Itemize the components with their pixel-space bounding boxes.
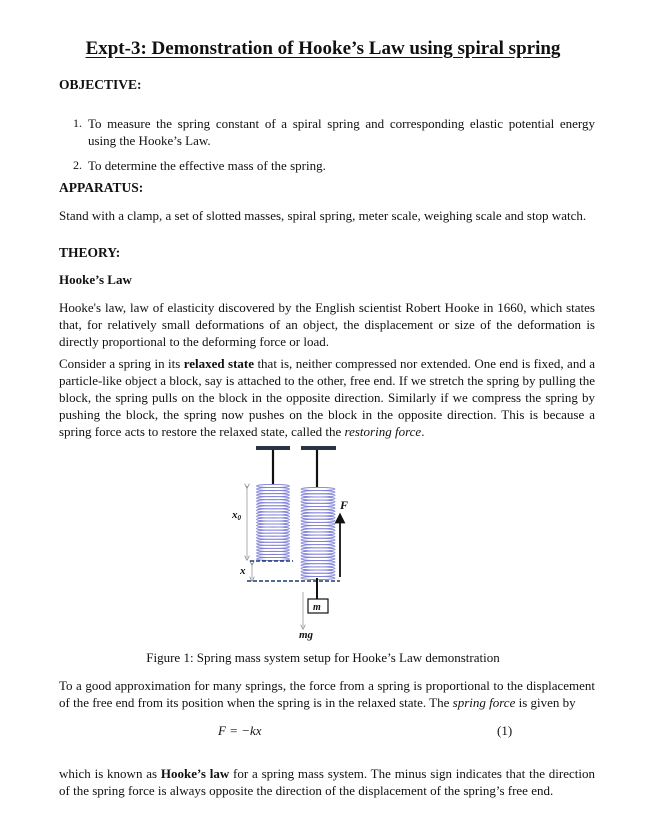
- spring-force-paragraph: [59, 677, 595, 711]
- left-clamp-stand: [256, 446, 290, 484]
- objective-item-2: [73, 157, 595, 174]
- left-spring: [257, 484, 290, 560]
- text-run: which is known as: [59, 766, 161, 781]
- right-clamp-stand: [301, 446, 336, 487]
- hookes-law-subheading: Hooke’s Law: [59, 272, 132, 287]
- italic-term-spring-force: spring force: [452, 695, 516, 710]
- list-number: 1.: [73, 116, 82, 130]
- italic-term-restoring-force: restoring force: [344, 424, 422, 439]
- text-run: for a spring mass system. The minus sign indicates that the direction of the spring force is always opposite the direction of the displacement of the spring’s free end.: [59, 766, 595, 798]
- label-F: F: [340, 498, 349, 512]
- objective-item-1: [73, 115, 595, 149]
- equation-number: (1): [497, 723, 513, 738]
- text-run: is given by: [515, 695, 576, 710]
- closing-paragraph: [59, 765, 595, 799]
- label-x0: x0: [232, 509, 241, 522]
- apparatus-text: Stand with a clamp, a set of slotted masses, spiral spring, meter scale, weighing scale and stop watch.: [59, 208, 587, 223]
- theory-heading: THEORY:: [59, 245, 121, 260]
- bold-term-hookes-law: Hooke’s law: [160, 766, 230, 781]
- label-m: m: [313, 602, 321, 613]
- page-title: Expt-3: Demonstration of Hooke’s Law using spiral spring: [85, 38, 561, 59]
- label-mg: mg: [299, 629, 314, 641]
- label-x: x: [240, 565, 246, 577]
- bold-term-relaxed-state: relaxed state: [183, 356, 255, 371]
- text-run: that is, neither compressed nor extended. One end is fixed, and a particle-like object a block, say is attached to the other, free end. If we stretch the spring by pulling the block, the spring pulls on the block in the opposite direction. Similarly if we compress the spring by pushing the block, the spring now pushes on the block in the opposite direction. This is because a spring force acts to restore the relaxed state, called the: [59, 356, 596, 439]
- list-text: To measure the spring constant of a spiral spring and corresponding elastic potential energy using the Hooke’s Law.: [88, 116, 595, 148]
- apparatus-heading: APPARATUS:: [59, 180, 144, 195]
- theory-paragraph-1: Hooke's law, law of elasticity discovered by the English scientist Robert Hooke in 1660, which states that, for relatively small deformations of an object, the displacement or size of the deformation is directly proportional to the deforming force or load.: [59, 300, 595, 349]
- text-run: Consider a spring in its: [59, 356, 184, 371]
- list-number: 2.: [73, 158, 82, 172]
- text-run: To a good approximation for many springs, the force from a spring is proportional to the displacement of the free end from its position when the spring is in the relaxed state. The: [59, 678, 595, 710]
- objective-heading: OBJECTIVE:: [59, 77, 142, 92]
- text-run: .: [421, 424, 425, 439]
- spring-mass-figure: [220, 436, 370, 651]
- figure-caption: Figure 1: Spring mass system setup for Hooke’s Law demonstration: [146, 650, 500, 665]
- equation-hookes-law: F = −kx: [218, 723, 262, 738]
- theory-paragraph-2: [59, 355, 595, 440]
- right-spring: [301, 487, 335, 579]
- list-text: To determine the effective mass of the spring.: [88, 158, 326, 173]
